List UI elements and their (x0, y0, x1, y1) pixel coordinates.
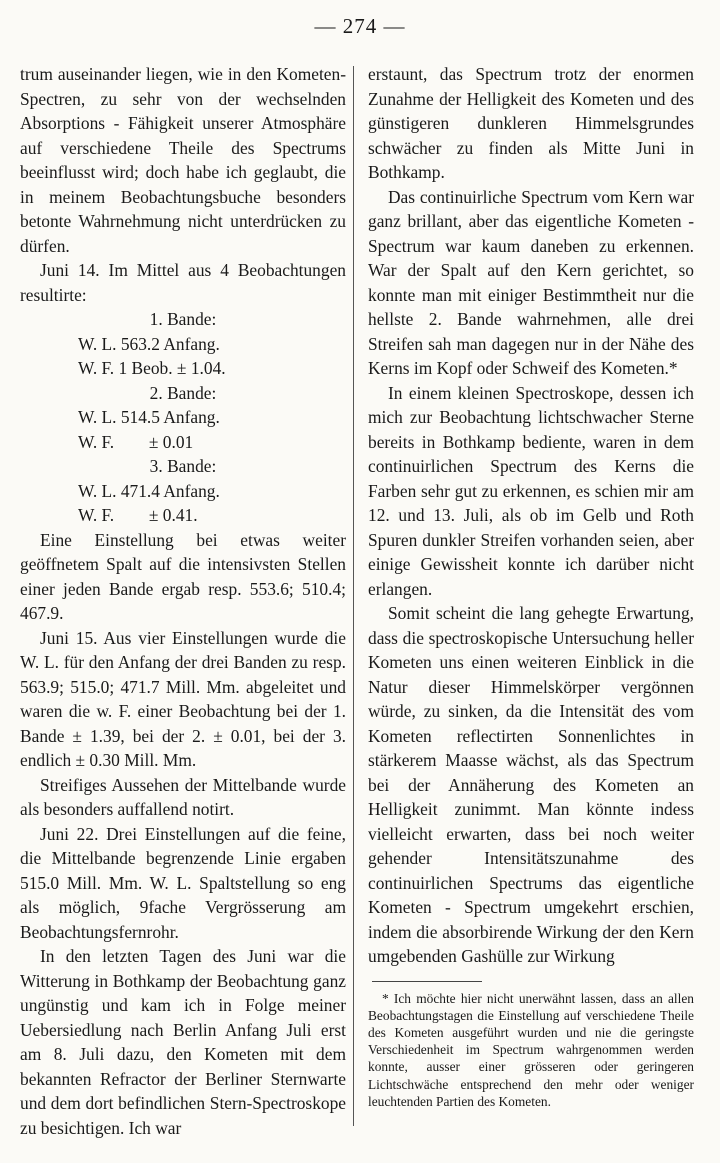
band-wavelength: W. L. 514.5 Anfang. (78, 407, 220, 427)
footnote: * Ich möchte hier nicht unerwähnt lassen, dass an allen Beobachtungstagen die Einstellung auf verschiedene Theile des Kometen ausgeführt wurden und nie die geringste Verschiedenheit im Spectrum wahrgenommen werden konnte, ausser einer grösseren oder geringeren Lichtschwäche entsprechend den mehr oder weniger leuchtenden Partien des Kometen. (368, 990, 694, 1109)
band-error: W. F. ± 0.01 (78, 431, 194, 452)
band-wavelength: W. L. 563.2 Anfang. (78, 333, 220, 354)
paragraph: Juni 14. Im Mittel aus 4 Beobachtungen resultirte: (20, 260, 346, 305)
paragraph: In einem kleinen Spectroskope, dessen ich mich zur Beobachtung lichtschwacher Sterne bereits in Bothkamp bediente, waren in dem continuirlichen Spectrum des Kerns die Farben sehr gut zu erkennen, es schien mir am 12. und 13. Juli, als ob im Gelb und Roth Spuren dunkler Streifen vorhanden seien, aber einige Gewissheit konnte ich darüber nicht erlangen. (368, 382, 694, 599)
paragraph: Somit scheint die lang gehegte Erwartung, dass die spectroskopische Untersuchung heller Kometen uns einen weiteren Einblick in die Natur dieser Himmelskörper vergönnen würde, zu sinken, da die Intensität des vom Kometen reflectirten Sonnenlichtes in stärkerem Maasse wächst, als das Spectrum bei der Annäherung des Kometen an Helligkeit zunimmt. Man könnte indess vielleicht erwarten, dass bei noch weiter gehender Intensitätszunahme des continuirlichen Spectrums das eigentliche Kometen - Spectrum umgekehrt erschien, indem die absorbirende Wirkung der den Kern umgebenden Gashülle zur Wirkung (368, 603, 694, 966)
column-divider (353, 66, 354, 1126)
paragraph: In den letzten Tagen des Juni war die Witterung in Bothkamp der Beobachtung ganz ungünstig und kam ich in Folge meiner Uebersiedlung nach Berlin Anfang Juli erst am 8. Juli dazu, den Kometen mit dem bekannten Refractor der Berliner Sternwarte und dem dort befindlichen Stern-Spectroskope zu besichtigen. Ich war (20, 946, 346, 1138)
paragraph: Juni 22. Drei Einstellungen auf die feine, die Mittelbande begrenzende Linie ergaben 515.0 Mill. Mm. W. L. Spaltstellung so eng als möglich, 9fache Vergrösserung am Beobachtungsfernrohr. (20, 823, 346, 942)
band-heading: 1. Bande: (149, 309, 217, 329)
band-wavelength: W. L. 471.4 Anfang. (78, 480, 220, 501)
band-error: W. F. ± 0.41. (78, 505, 198, 525)
left-column (20, 62, 346, 1140)
band-heading: 3. Bande: (149, 456, 217, 476)
paragraph: Juni 15. Aus vier Einstellungen wurde die W. L. für den Anfang der drei Banden zu resp. 563.9; 515.0; 471.7 Mill. Mm. abgeleitet und waren die w. F. einer Beobachtung bei der 1. Bande ± 1.39, bei der 2. ± 0.01, bei der 3. endlich ± 0.30 Mill. Mm. (20, 627, 346, 770)
paragraph: Streifiges Aussehen der Mittelbande wurde als besonders auffallend notirt. (20, 774, 346, 819)
paragraph: Das continuirliche Spectrum vom Kern war ganz brillant, aber das eigentliche Kometen - Spectrum war kaum daneben zu erkennen. War der Spalt auf den Kern gerichtet, so konnte man mit einiger Bestimmtheit nur die hellste 2. Bande wahrnehmen, alle drei Streifen sah man dagegen nur in der Nähe des Kerns im Kopf oder Schweif des Kometen.* (368, 186, 694, 378)
footnote-rule (372, 981, 482, 982)
right-column (368, 62, 694, 1110)
page-number: — 274 — (314, 14, 406, 38)
band-error: W. F. 1 Beob. ± 1.04. (78, 358, 226, 378)
paragraph: trum auseinander liegen, wie in den Kometen-Spectren, zu sehr von der wechselnden Absorptions - Fähigkeit unserer Atmosphäre auf verschiedene Theile des Spectrums beeinflusst wird; doch habe ich geglaubt, die in meinem Beobachtungsbuche besonders betonte Wahrnehmung nicht unterdrücken zu dürfen. (20, 64, 346, 256)
paragraph: erstaunt, das Spectrum trotz der enormen Zunahme der Helligkeit des Kometen und des günstigeren dunkleren Himmelsgrundes schwächer zu finden als Mitte Juni in Bothkamp. (368, 64, 694, 182)
band-heading: 2. Bande: (149, 382, 217, 403)
paragraph: Eine Einstellung bei etwas weiter geöffnetem Spalt auf die intensivsten Stellen einer jeden Bande ergab resp. 553.6; 510.4; 467.9. (20, 529, 346, 623)
